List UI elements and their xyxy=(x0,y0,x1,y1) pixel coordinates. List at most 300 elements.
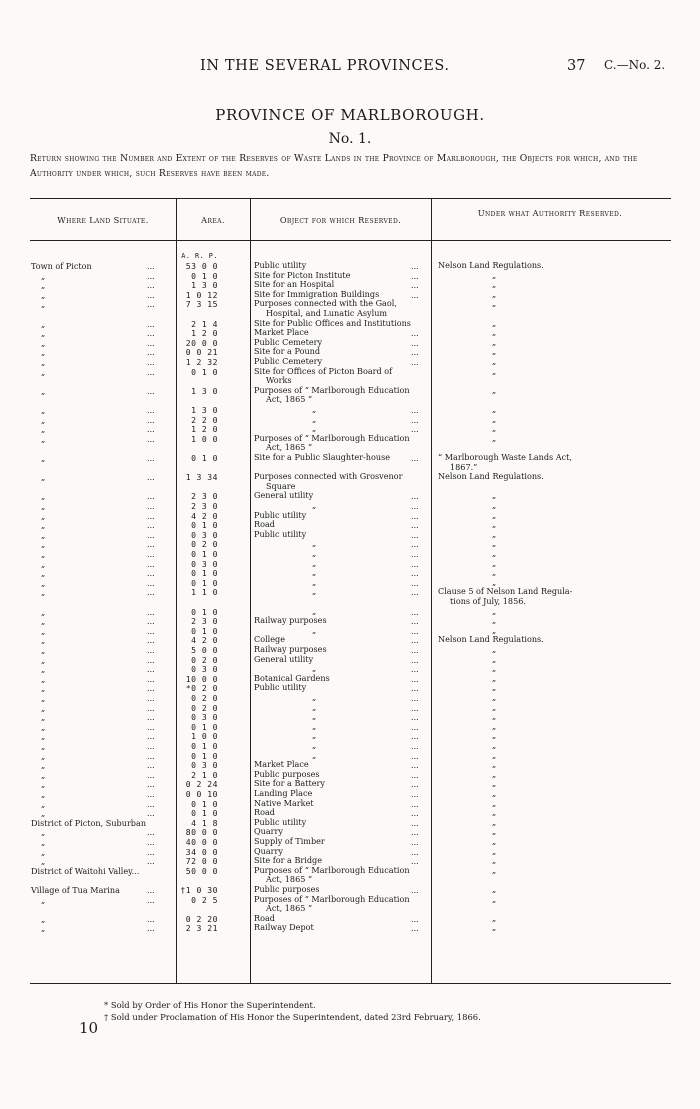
authority-line: „ xyxy=(492,816,497,827)
leader-dots: ... xyxy=(411,280,419,291)
cell-where: „ xyxy=(41,645,46,655)
cell-authority xyxy=(438,837,598,847)
object-line: Purposes connected with Grosvenor xyxy=(254,471,403,482)
leader-dots: ... xyxy=(147,366,155,377)
authority-line: „ xyxy=(492,672,497,683)
cell-object xyxy=(254,549,426,559)
leader-dots: ... xyxy=(147,673,155,684)
cell-where: „ xyxy=(41,750,46,761)
cell-where: „ xyxy=(41,347,46,358)
cell-where: „ xyxy=(41,453,46,463)
authority-line: „ xyxy=(492,884,497,894)
authority-line: „ xyxy=(492,423,497,434)
leader-dots: ... xyxy=(147,491,155,502)
cell-where: „ xyxy=(41,510,46,521)
leader-dots: ... xyxy=(147,587,155,598)
authority-line: „ xyxy=(492,605,497,616)
leader-dots: ... xyxy=(147,472,155,483)
cell-area: 0 1 0 xyxy=(191,741,218,751)
object-line: Public purposes xyxy=(254,884,320,894)
cell-authority xyxy=(438,616,598,626)
cell-where: „ xyxy=(41,424,46,435)
cell-area: 7 3 15 xyxy=(185,299,218,310)
leader-dots: ... xyxy=(147,501,155,511)
leader-dots: ... xyxy=(411,683,419,694)
cell-authority xyxy=(438,722,598,732)
cell-area: 0 1 0 xyxy=(191,366,218,377)
authority-line: „ xyxy=(492,576,497,587)
cell-authority xyxy=(438,770,598,780)
leader-dots: ... xyxy=(147,299,155,310)
object-line: Site for Offices of Picton Board of xyxy=(254,365,393,376)
authority-line: „ xyxy=(492,922,497,933)
object-line: Road xyxy=(254,519,275,530)
object-line: Site for Picton Institute xyxy=(254,269,351,280)
cell-area: 0 3 0 xyxy=(191,712,218,723)
authority-line: „ xyxy=(492,384,497,395)
cell-area: 1 3 0 xyxy=(191,280,218,291)
cell-where: „ xyxy=(41,549,46,559)
cell-where: District of Waitohi Valley... xyxy=(31,865,140,876)
cell-authority xyxy=(438,847,598,857)
cell-area: *0 2 0 xyxy=(185,683,218,694)
cell-authority xyxy=(438,799,598,809)
cell-area: 1 0 12 xyxy=(185,289,218,300)
leader-dots: ... xyxy=(411,760,419,771)
cell-authority xyxy=(438,290,598,300)
cell-authority xyxy=(438,271,598,281)
leader-dots: ... xyxy=(147,741,155,751)
object-line: „ xyxy=(312,711,317,722)
authority-line: „ xyxy=(492,778,497,789)
cell-area: 0 2 24 xyxy=(185,779,218,790)
object-line: Quarry xyxy=(254,845,283,856)
object-line: „ xyxy=(312,730,317,741)
object-line: Hospital, and Lunatic Asylum xyxy=(266,307,388,318)
authority-line: „ xyxy=(492,288,497,299)
cell-object xyxy=(254,559,426,569)
leader-dots: ... xyxy=(411,885,419,895)
object-line: Road xyxy=(254,807,275,818)
cell-authority xyxy=(438,405,598,415)
cell-where: „ xyxy=(41,856,46,867)
object-line: Market Place xyxy=(254,759,309,770)
object-line: Purposes of “ Marlborough Education xyxy=(254,384,410,395)
authority-line: Clause 5 of Nelson Land Regula- xyxy=(438,586,573,597)
page-number: 37 xyxy=(567,58,586,74)
cell-where: „ xyxy=(41,539,46,550)
object-line: „ xyxy=(312,576,317,587)
cell-where: „ xyxy=(41,635,46,646)
cell-area: 53 0 0 xyxy=(185,261,218,271)
cell-where: „ xyxy=(41,280,46,291)
leader-dots: ... xyxy=(147,549,155,559)
cell-where: „ xyxy=(41,731,46,742)
cell-object xyxy=(254,799,426,809)
cell-where: „ xyxy=(41,501,46,511)
cell-authority xyxy=(438,923,598,933)
cell-where: Town of Picton xyxy=(31,261,92,271)
leader-dots: ... xyxy=(411,731,419,742)
object-line: Site for an Hospital xyxy=(254,279,335,290)
cell-area: 2 3 0 xyxy=(191,616,218,627)
authority-line: „ xyxy=(492,269,497,280)
cell-authority xyxy=(438,338,598,348)
cell-authority xyxy=(438,827,598,837)
leader-dots: ... xyxy=(411,270,419,281)
leader-dots: ... xyxy=(411,357,419,367)
leader-dots: ... xyxy=(411,414,419,425)
authority-line: „ xyxy=(492,279,497,290)
cell-authority xyxy=(438,674,598,684)
leader-dots: ... xyxy=(147,856,155,867)
cell-where: „ xyxy=(41,760,46,771)
authority-line: Nelson Land Regulations. xyxy=(438,260,544,270)
cell-authority xyxy=(438,424,598,434)
authority-line: „ xyxy=(492,509,497,520)
cell-where: „ xyxy=(41,837,46,847)
cell-area: †1 0 30 xyxy=(180,885,218,895)
cell-authority xyxy=(438,645,598,655)
cell-area: 1 2 0 xyxy=(191,424,218,435)
cell-area: 1 3 34 xyxy=(185,472,218,483)
cell-object xyxy=(254,741,426,751)
cell-where: „ xyxy=(41,664,46,675)
cell-area: 50 0 0 xyxy=(185,865,218,876)
cell-authority xyxy=(438,319,598,329)
object-line: „ xyxy=(312,605,317,616)
object-line: Railway purposes xyxy=(254,644,327,654)
cell-object xyxy=(254,491,426,501)
leader-dots: ... xyxy=(411,529,419,540)
cell-area: 0 3 0 xyxy=(191,664,218,675)
object-line: „ xyxy=(312,749,317,760)
authority-line: „ xyxy=(492,893,497,904)
cell-authority xyxy=(438,501,598,511)
leader-dots: ... xyxy=(411,635,419,646)
cell-where: „ xyxy=(41,328,46,339)
leader-dots: ... xyxy=(411,405,419,415)
object-line: Site for a Public Slaughter-house xyxy=(254,452,391,462)
cell-area: 0 1 0 xyxy=(191,577,218,588)
footnote: * Sold by Order of His Honor the Superintendent. xyxy=(104,1000,316,1010)
authority-line: „ xyxy=(492,692,497,702)
object-line: Purposes of “ Marlborough Education xyxy=(254,432,410,443)
leader-dots: ... xyxy=(147,606,155,617)
object-line: Public Cemetery xyxy=(254,356,323,366)
table-top-rule xyxy=(30,198,671,199)
cell-authority xyxy=(438,261,598,271)
authority-line: „ xyxy=(492,788,497,798)
cell-where: „ xyxy=(41,702,46,713)
object-line: „ xyxy=(312,413,317,424)
cell-where: „ xyxy=(41,606,46,617)
cell-where: „ xyxy=(41,625,46,636)
object-line: Market Place xyxy=(254,327,309,338)
leader-dots: ... xyxy=(411,654,419,665)
cell-area: 0 2 0 xyxy=(191,702,218,713)
leader-dots: ... xyxy=(147,827,155,838)
leader-dots: ... xyxy=(147,261,155,271)
authority-line: „ xyxy=(492,730,497,741)
object-line: Site for a Pound xyxy=(254,346,321,357)
cell-where: „ xyxy=(41,923,46,934)
cell-area: 1 0 0 xyxy=(191,433,218,444)
cell-authority xyxy=(438,530,598,540)
cell-authority xyxy=(438,703,598,713)
cell-area: 1 3 0 xyxy=(191,385,218,396)
cell-authority xyxy=(438,741,598,751)
object-line: „ xyxy=(312,557,317,568)
cell-where: „ xyxy=(41,491,46,502)
leader-dots: ... xyxy=(147,750,155,761)
leader-dots: ... xyxy=(411,520,419,531)
leader-dots: ... xyxy=(411,702,419,713)
object-line: Public utility xyxy=(254,528,307,539)
authority-line: „ xyxy=(492,538,497,549)
cell-area: 0 2 5 xyxy=(191,894,218,905)
authority-line: „ xyxy=(492,701,497,712)
leader-dots: ... xyxy=(147,385,155,396)
cell-area: 20 0 0 xyxy=(185,337,218,348)
leader-dots: ... xyxy=(411,645,419,655)
authority-line: „ xyxy=(492,615,497,626)
cell-object xyxy=(254,866,426,885)
cell-object xyxy=(254,299,426,318)
column-divider-3 xyxy=(431,198,432,983)
cell-where: „ xyxy=(41,433,46,444)
leader-dots: ... xyxy=(411,837,419,847)
authority-line: „ xyxy=(492,720,497,731)
leader-dots: ... xyxy=(411,328,419,339)
leader-dots: ... xyxy=(411,501,419,511)
cell-authority xyxy=(438,818,598,828)
cell-area: 1 3 0 xyxy=(191,405,218,415)
authority-line: „ xyxy=(492,500,497,510)
leader-dots: ... xyxy=(411,558,419,569)
cell-where: „ xyxy=(41,808,46,819)
cell-area: 0 1 0 xyxy=(191,568,218,579)
authority-line: „ xyxy=(492,557,497,568)
cell-area: 1 2 32 xyxy=(185,357,218,367)
cell-where: „ xyxy=(41,769,46,780)
cell-object xyxy=(254,539,426,549)
authority-line: „ xyxy=(492,327,497,338)
object-line: Act, 1865 ” xyxy=(266,394,313,405)
cell-area: 0 1 0 xyxy=(191,798,218,809)
object-line: Quarry xyxy=(254,826,283,837)
object-line: „ xyxy=(312,423,317,434)
cell-authority xyxy=(438,539,598,549)
leader-dots: ... xyxy=(147,808,155,819)
authority-line: „ xyxy=(492,807,497,818)
cell-authority xyxy=(438,491,598,501)
cell-authority xyxy=(438,779,598,789)
cell-object xyxy=(254,434,426,453)
authority-line: „ xyxy=(492,864,497,875)
leader-dots: ... xyxy=(147,837,155,847)
authority-line: „ xyxy=(492,855,497,866)
authority-line: „ xyxy=(492,644,497,654)
leader-dots: ... xyxy=(147,318,155,329)
authority-line: „ xyxy=(492,711,497,722)
cell-authority xyxy=(438,683,598,693)
authority-line: „ xyxy=(492,432,497,443)
leader-dots: ... xyxy=(411,789,419,799)
cell-where: „ xyxy=(41,318,46,329)
leader-dots: ... xyxy=(147,760,155,771)
cell-object xyxy=(254,386,426,405)
leader-dots: ... xyxy=(147,894,155,905)
authority-line: „ xyxy=(492,845,497,856)
cell-where: „ xyxy=(41,913,46,924)
cell-area: 5 0 0 xyxy=(191,645,218,655)
cell-where: „ xyxy=(41,577,46,588)
header-where: Where Land Situate. xyxy=(57,215,149,225)
cell-object xyxy=(254,530,426,540)
page-title: PROVINCE OF MARLBOROUGH. xyxy=(215,106,485,124)
leader-dots: ... xyxy=(411,798,419,809)
cell-authority xyxy=(438,367,598,377)
object-line: „ xyxy=(312,567,317,578)
object-line: Works xyxy=(266,375,292,386)
authority-line: „ xyxy=(492,836,497,846)
cell-area: 0 1 0 xyxy=(191,453,218,463)
leader-dots: ... xyxy=(147,846,155,857)
cell-authority xyxy=(438,347,598,357)
object-line: General utility xyxy=(254,490,314,501)
leader-dots: ... xyxy=(411,750,419,761)
cell-where: „ xyxy=(41,270,46,281)
cell-where: „ xyxy=(41,827,46,838)
cell-where: „ xyxy=(41,693,46,703)
object-line: „ xyxy=(312,701,317,712)
object-line: Public utility xyxy=(254,682,307,693)
object-line: „ xyxy=(312,720,317,731)
header-area: Area. xyxy=(201,215,225,225)
leader-dots: ... xyxy=(147,702,155,713)
cell-authority xyxy=(438,357,598,367)
cell-area: 2 1 4 xyxy=(191,318,218,329)
leader-dots: ... xyxy=(147,769,155,780)
cell-authority xyxy=(438,568,598,578)
object-line: Purposes connected with the Gaol, xyxy=(254,298,397,309)
object-line: Road xyxy=(254,912,275,923)
authority-line: „ xyxy=(492,740,497,750)
cell-object xyxy=(254,568,426,578)
leader-dots: ... xyxy=(147,270,155,281)
authority-line: „ xyxy=(492,528,497,539)
cell-where: „ xyxy=(41,568,46,579)
cell-authority xyxy=(438,751,598,761)
leader-dots: ... xyxy=(147,693,155,703)
leader-dots: ... xyxy=(411,817,419,828)
cell-authority xyxy=(438,299,598,309)
authority-line: „ xyxy=(492,663,497,674)
authority-line: „ xyxy=(492,317,497,328)
cell-area: 0 2 20 xyxy=(185,913,218,924)
leader-dots: ... xyxy=(411,741,419,751)
leader-dots: ... xyxy=(147,453,155,463)
cell-object xyxy=(254,693,426,703)
leader-dots: ... xyxy=(147,645,155,655)
leader-dots: ... xyxy=(147,558,155,569)
cell-authority xyxy=(438,635,598,645)
cell-authority xyxy=(438,693,598,703)
cell-area: 0 2 0 xyxy=(191,654,218,665)
authority-line: „ xyxy=(492,365,497,376)
cell-object xyxy=(254,415,426,425)
cell-where: „ xyxy=(41,894,46,905)
leader-dots: ... xyxy=(147,529,155,540)
leader-dots: ... xyxy=(411,587,419,598)
leader-dots: ... xyxy=(411,261,419,271)
leader-dots: ... xyxy=(147,721,155,732)
leader-dots: ... xyxy=(411,289,419,300)
cell-authority xyxy=(438,549,598,559)
authority-line: “ Marlborough Waste Lands Act, xyxy=(438,452,572,462)
cell-area: 1 2 0 xyxy=(191,328,218,339)
object-line: „ xyxy=(312,663,317,674)
leader-dots: ... xyxy=(411,453,419,463)
cell-authority xyxy=(438,789,598,799)
cell-where: „ xyxy=(41,587,46,598)
cell-area: 4 2 0 xyxy=(191,510,218,521)
cell-area: 2 3 0 xyxy=(191,501,218,511)
cell-authority xyxy=(438,856,598,866)
footnote: † Sold under Proclamation of His Honor the Superintendent, dated 23rd February, 1866. xyxy=(104,1012,481,1022)
leader-dots: ... xyxy=(411,712,419,723)
cell-where: „ xyxy=(41,683,46,694)
object-line: Railway Depot xyxy=(254,922,314,933)
authority-line: Nelson Land Regulations. xyxy=(438,471,544,482)
authority-line: „ xyxy=(492,826,497,837)
leader-dots: ... xyxy=(147,280,155,291)
leader-dots: ... xyxy=(411,549,419,559)
leader-dots: ... xyxy=(411,913,419,924)
authority-line: „ xyxy=(492,653,497,664)
object-line: „ xyxy=(312,538,317,549)
object-line: „ xyxy=(312,404,317,414)
leader-dots: ... xyxy=(147,798,155,809)
object-line: Public utility xyxy=(254,816,307,827)
cell-authority xyxy=(438,914,598,924)
cell-area: 72 0 0 xyxy=(185,856,218,867)
authority-line: tions of July, 1856. xyxy=(450,595,526,606)
cell-authority xyxy=(438,731,598,741)
leader-dots: ... xyxy=(147,683,155,694)
cell-authority xyxy=(438,895,598,905)
cell-where: „ xyxy=(41,299,46,310)
leader-dots: ... xyxy=(147,616,155,627)
cell-authority xyxy=(438,712,598,722)
object-line: Supply of Timber xyxy=(254,836,325,846)
leader-dots: ... xyxy=(411,721,419,732)
authority-line: „ xyxy=(492,759,497,770)
cell-where: „ xyxy=(41,385,46,396)
cell-area: 0 3 0 xyxy=(191,529,218,540)
cell-object xyxy=(254,731,426,741)
cell-area: 80 0 0 xyxy=(185,827,218,838)
cell-area: 0 1 0 xyxy=(191,520,218,531)
cell-authority xyxy=(438,453,598,472)
cell-object xyxy=(254,655,426,665)
cell-area: 0 1 0 xyxy=(191,270,218,281)
authority-line: Nelson Land Regulations. xyxy=(438,634,544,645)
leader-dots: ... xyxy=(411,827,419,838)
authority-line: „ xyxy=(492,356,497,366)
leader-dots: ... xyxy=(147,289,155,300)
